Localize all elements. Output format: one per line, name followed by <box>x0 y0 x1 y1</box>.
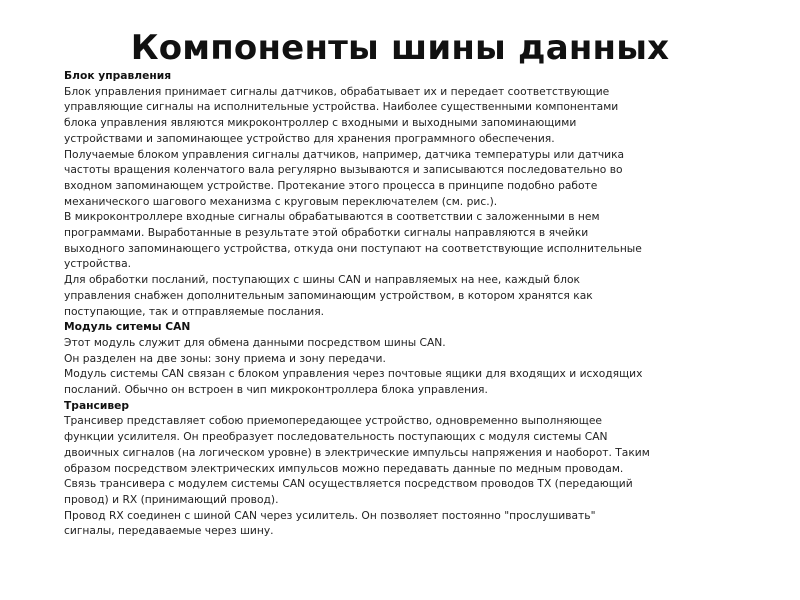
body-text-line: блока управления являются микроконтроллер с входными и выходными запоминающими <box>64 116 577 130</box>
body-text-line: механического шагового механизма с круговым переключателем (см. рис.). <box>64 194 498 208</box>
body-text-line: выходного запоминающего устройства, откуда они поступают на соответствующие исполнительные <box>64 241 642 255</box>
body-text-line: сигналы, передаваемые через шину. <box>64 524 274 538</box>
body-text-line: Получаемые блоком управления сигналы датчиков, например, датчика температуры или датчика <box>64 147 625 161</box>
body-text-line: образом посредством электрических импульсов можно передавать данные по медным проводам. <box>64 461 624 475</box>
body-text-line: посланий. Обычно он встроен в чип микроконтроллера блока управления. <box>64 383 488 397</box>
body-text-line: Этот модуль служит для обмена данными посредством шины CAN. <box>64 335 446 349</box>
body-text-line: Трансивер представляет собою приемопередающее устройство, одновременно выполняющее <box>64 414 602 428</box>
body-text-line: управляющие сигналы на исполнительные устройства. Наиболее существенными компонентами <box>64 100 619 114</box>
section-heading: Трансивер <box>64 398 130 412</box>
body-text-line: В микроконтроллере входные сигналы обрабатываются в соответствии с заложенными в нем <box>64 210 600 224</box>
body-text-line: устройства. <box>64 257 132 271</box>
body-text-line: Модуль системы CAN связан с блоком управления через почтовые ящики для входящих и исходящих <box>64 367 643 381</box>
slide-body <box>64 68 664 539</box>
body-text-line: частоты вращения коленчатого вала регулярно вызываются и записываются последовательно во <box>64 163 623 177</box>
body-text-line: провод) и RX (принимающий провод). <box>64 492 279 506</box>
body-text-line: программами. Выработанные в результате этой обработки сигналы направляются в ячейки <box>64 226 589 240</box>
section-heading: Модуль ситемы CAN <box>64 320 191 334</box>
body-text-line: устройствами и запоминающее устройство для хранения программного обеспечения. <box>64 131 555 145</box>
body-text-line: поступающие, так и отправляемые послания. <box>64 304 325 318</box>
body-text-line: входном запоминающем устройстве. Протекание этого процесса в принципе подобно работе <box>64 178 598 192</box>
section-heading: Блок управления <box>64 69 172 82</box>
slide-title: Компоненты шины данных <box>130 28 670 68</box>
body-text-line: Связь трансивера с модулем системы CAN осуществляется посредством проводов TX (передающий <box>64 477 633 491</box>
body-text-line: Он разделен на две зоны: зону приема и зону передачи. <box>64 351 386 365</box>
body-text-line: функции усилителя. Он преобразует последовательность поступающих с модуля системы CAN <box>64 430 608 444</box>
body-text-line: двоичных сигналов (на логическом уровне) в электрические импульсы напряжения и наоборот. Таким <box>64 445 650 459</box>
body-text-line: управления снабжен дополнительным запоминающим устройством, в котором хранятся как <box>64 288 593 302</box>
body-text-line: Блок управления принимает сигналы датчиков, обрабатывает их и передает соответствующие <box>64 84 610 98</box>
body-text-line: Провод RX соединен с шиной CAN через усилитель. Он позволяет постоянно "прослушивать" <box>64 508 596 522</box>
body-text-line: Для обработки посланий, поступающих с шины CAN и направляемых на нее, каждый блок <box>64 273 580 287</box>
